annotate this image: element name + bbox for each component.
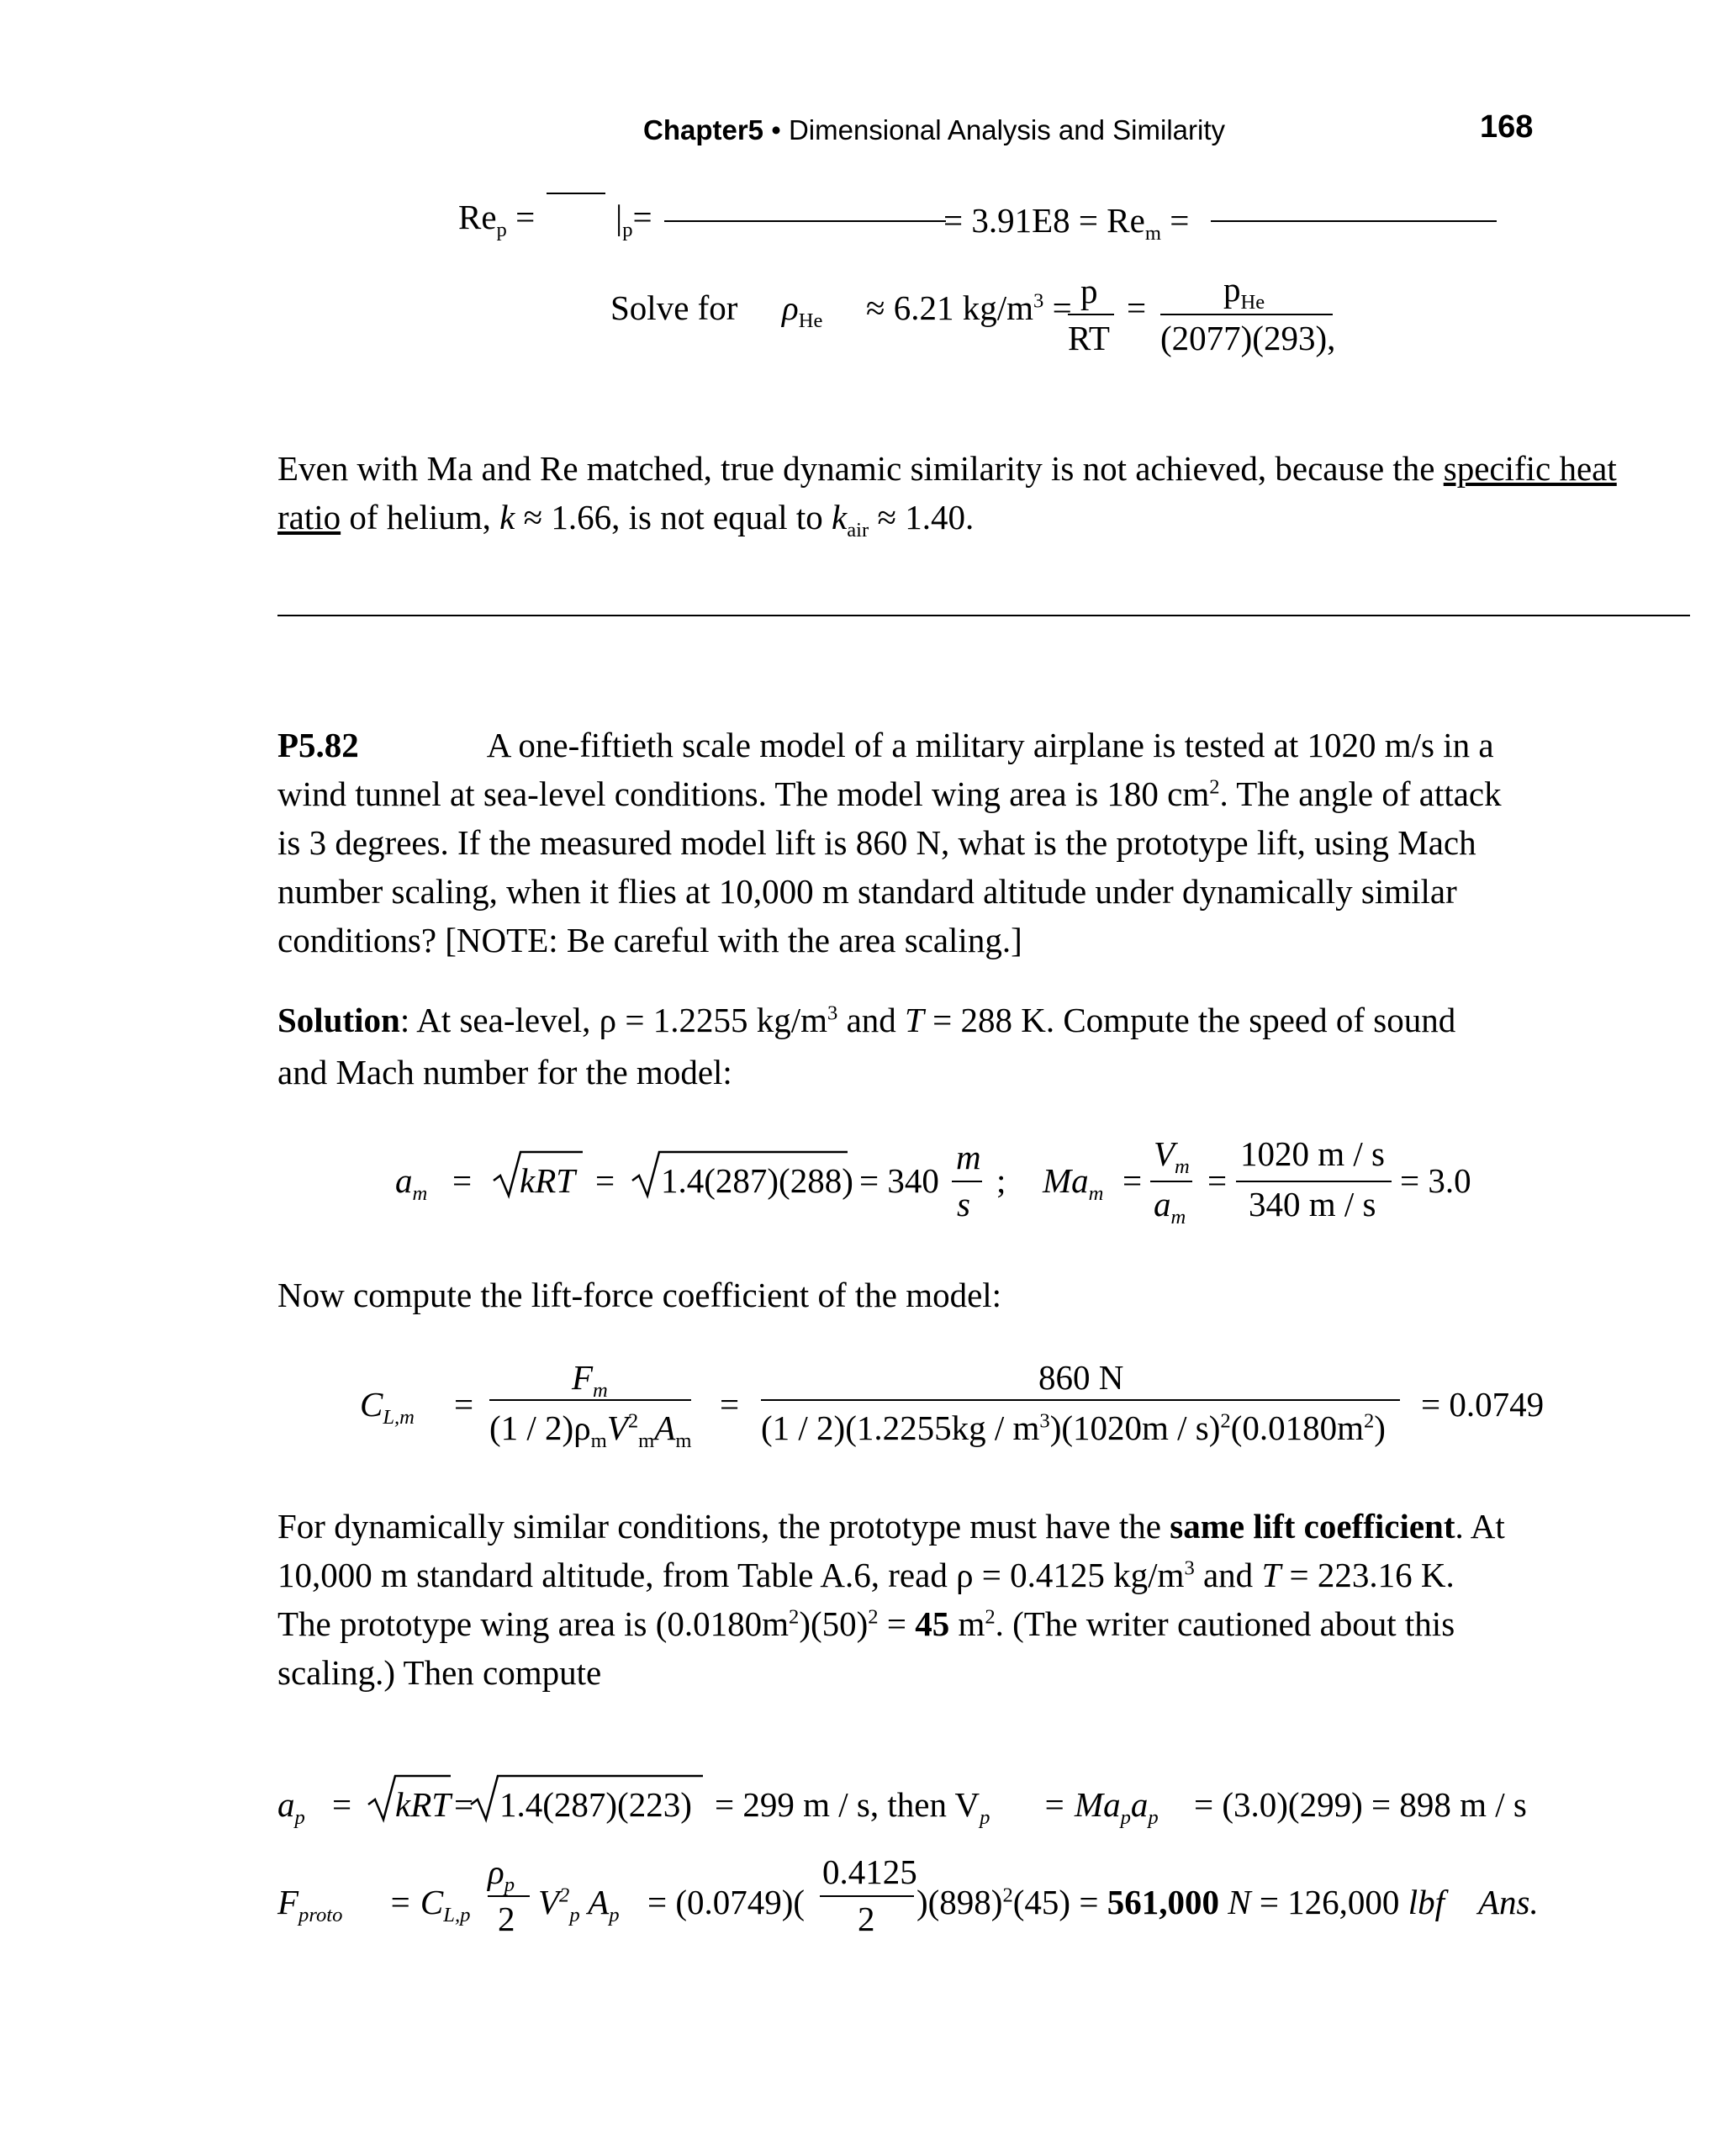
phe-fraction-bar (1160, 314, 1333, 315)
eq-sign: = (1122, 1161, 1143, 1200)
p-numerator: p (1080, 272, 1098, 310)
force-product: )$(898)^2(45) = 561,000$ N = 126,000 lbf Ans. (916, 1883, 1539, 1921)
problem-id: P5.82 (277, 726, 359, 764)
speed-and-velocity: = 299 m / s, then $V_p$ (715, 1785, 990, 1830)
eq-sign: = (595, 1161, 615, 1200)
re-p-label: $Re_p$ = (458, 198, 536, 242)
lift-fraction-bar-1 (489, 1399, 691, 1401)
sqrt-argument: 1.4(287)(288) (661, 1161, 853, 1200)
velocity-result: = (3.0)(299) = 898 m / s (1194, 1785, 1527, 1824)
running-header (643, 114, 1225, 146)
eq-sign: = (454, 1785, 474, 1824)
lift-fraction-bar-2 (761, 1399, 1400, 1401)
vm-num: $V_m$ (1154, 1134, 1190, 1179)
chapter-label: Chapter5 (643, 114, 764, 145)
f-proto: $F_{proto}$ (277, 1883, 343, 1927)
v-sq-a: $V^2_p$ $A_p$ (538, 1883, 620, 1927)
eq-sign: = (332, 1785, 352, 1824)
a-m: $a_m$ (395, 1161, 428, 1206)
clipped-numerator-left (547, 193, 614, 209)
eval-bar: $|_p=$ (615, 198, 652, 242)
solution-intro: Solution: At sea-level, ρ = 1.2255 $kg/m^3$ and T = 288 K. Compute the speed of sound and Mach number for the model: (277, 1001, 1456, 1091)
coeff-product: = (0.0749)( (647, 1883, 806, 1921)
eq-sign: = (1207, 1161, 1228, 1200)
chapter-title: Dimensional Analysis and Similarity (788, 114, 1225, 145)
fraction-bar-right (1211, 220, 1497, 222)
mach-m: $Ma_m$ (1043, 1161, 1104, 1206)
am-den: $a_m$ (1154, 1185, 1186, 1229)
problem-statement: P5.82 A one-fiftieth scale model of a military airplane is tested at 1020 m/s in a wind tunnel at sea-level conditions. The model wing area is 180 $cm^2$. The angle of attack is 3 degrees. If the measured model lift is 860 N, what is the prototype lift, using Mach number scaling, when it flies at 10,000 m standard altitude under dynamically similar conditions? [NOTE: Be careful with the area scaling.] (277, 726, 1502, 959)
frac-numerator: 0.4125 (822, 1852, 917, 1891)
phe-numerator: $p_{He}$ (1223, 270, 1265, 314)
p-over-rt-bar (1068, 314, 1114, 315)
velocity-denominator: 340 m / s (1249, 1185, 1376, 1223)
fm-num: $F_m$ (572, 1358, 608, 1403)
unit-m: m (956, 1138, 981, 1176)
speed-340: = 340 (859, 1161, 939, 1200)
lift-den-1: $(1 / 2)\rho_mV^2_mA_m$ (489, 1408, 692, 1453)
section-divider (277, 615, 1690, 616)
denominator-two: 2 (498, 1900, 515, 1938)
rt-denominator: RT (1068, 319, 1110, 357)
eq-sign: = (454, 1385, 474, 1424)
c-lp: = $C_{L,p}$ (388, 1883, 471, 1927)
mach-result: = 3.0 (1400, 1161, 1471, 1200)
lift-coefficient-result: = 0.0749 (1421, 1385, 1545, 1424)
lift-intro-text: Now compute the lift-force coefficient of the model: (277, 1276, 1002, 1314)
fraction-bar-left (664, 220, 946, 222)
sqrt-argument: 1.4(287)(223) (499, 1785, 692, 1824)
eq-sign: = (720, 1385, 740, 1424)
rho-p: $\rho_p$ (488, 1852, 515, 1897)
a-p: $a_p$ (277, 1785, 305, 1830)
mach-times-a: = $Ma_pa_p$ (1043, 1785, 1159, 1830)
similarity-paragraph: Even with Ma and Re matched, true dynamic similarity is not achieved, because the specific heat ratio of helium, k ≈ 1.66, is not equal to $k_{air} \approx 1.40$. (277, 449, 1617, 542)
answer-label: Ans. (1477, 1883, 1539, 1921)
phe-denominator: (2077)(293), (1160, 319, 1336, 357)
krt: kRT (395, 1785, 452, 1824)
krt: kRT (520, 1161, 576, 1200)
re-equals-text: = $3.91E8 = Re_m$ = (943, 201, 1190, 246)
semicolon: ; (996, 1161, 1006, 1200)
eq-sign: = (452, 1161, 473, 1200)
header-bullet: • (771, 114, 781, 145)
velocity-numerator: 1020 m / s (1240, 1134, 1385, 1173)
solve-for-text: Solve for (610, 288, 738, 327)
lift-num-860: 860 N (1038, 1358, 1124, 1397)
prototype-paragraph: For dynamically similar conditions, the prototype must have the same lift coefficient. At 10,000 m standard altitude, from Table A.6, read ρ = 0.4125 $kg/m^3$ and T = 223.16 K. The prototype wing area is $(0.0180m^2)(50)^2 = 45$ $m^2$. (The writer cautioned about this scaling.) Then compute (277, 1507, 1505, 1692)
c-lm: $C_{L,m}$ (360, 1385, 415, 1429)
rho-approx: ≈ 6.21 $kg/m^3$ = (866, 288, 1072, 327)
rho-he: $\rho_{He}$ (782, 288, 823, 333)
lift-den-2: $(1 / 2)(1.2255kg / m^3)(1020m / s)^2(0.0180m^2)$ (761, 1408, 1386, 1447)
page-number: 168 (1480, 109, 1534, 145)
equals-sign: = (1127, 288, 1147, 327)
unit-s: s (957, 1185, 970, 1223)
frac-denominator: 2 (858, 1900, 875, 1938)
